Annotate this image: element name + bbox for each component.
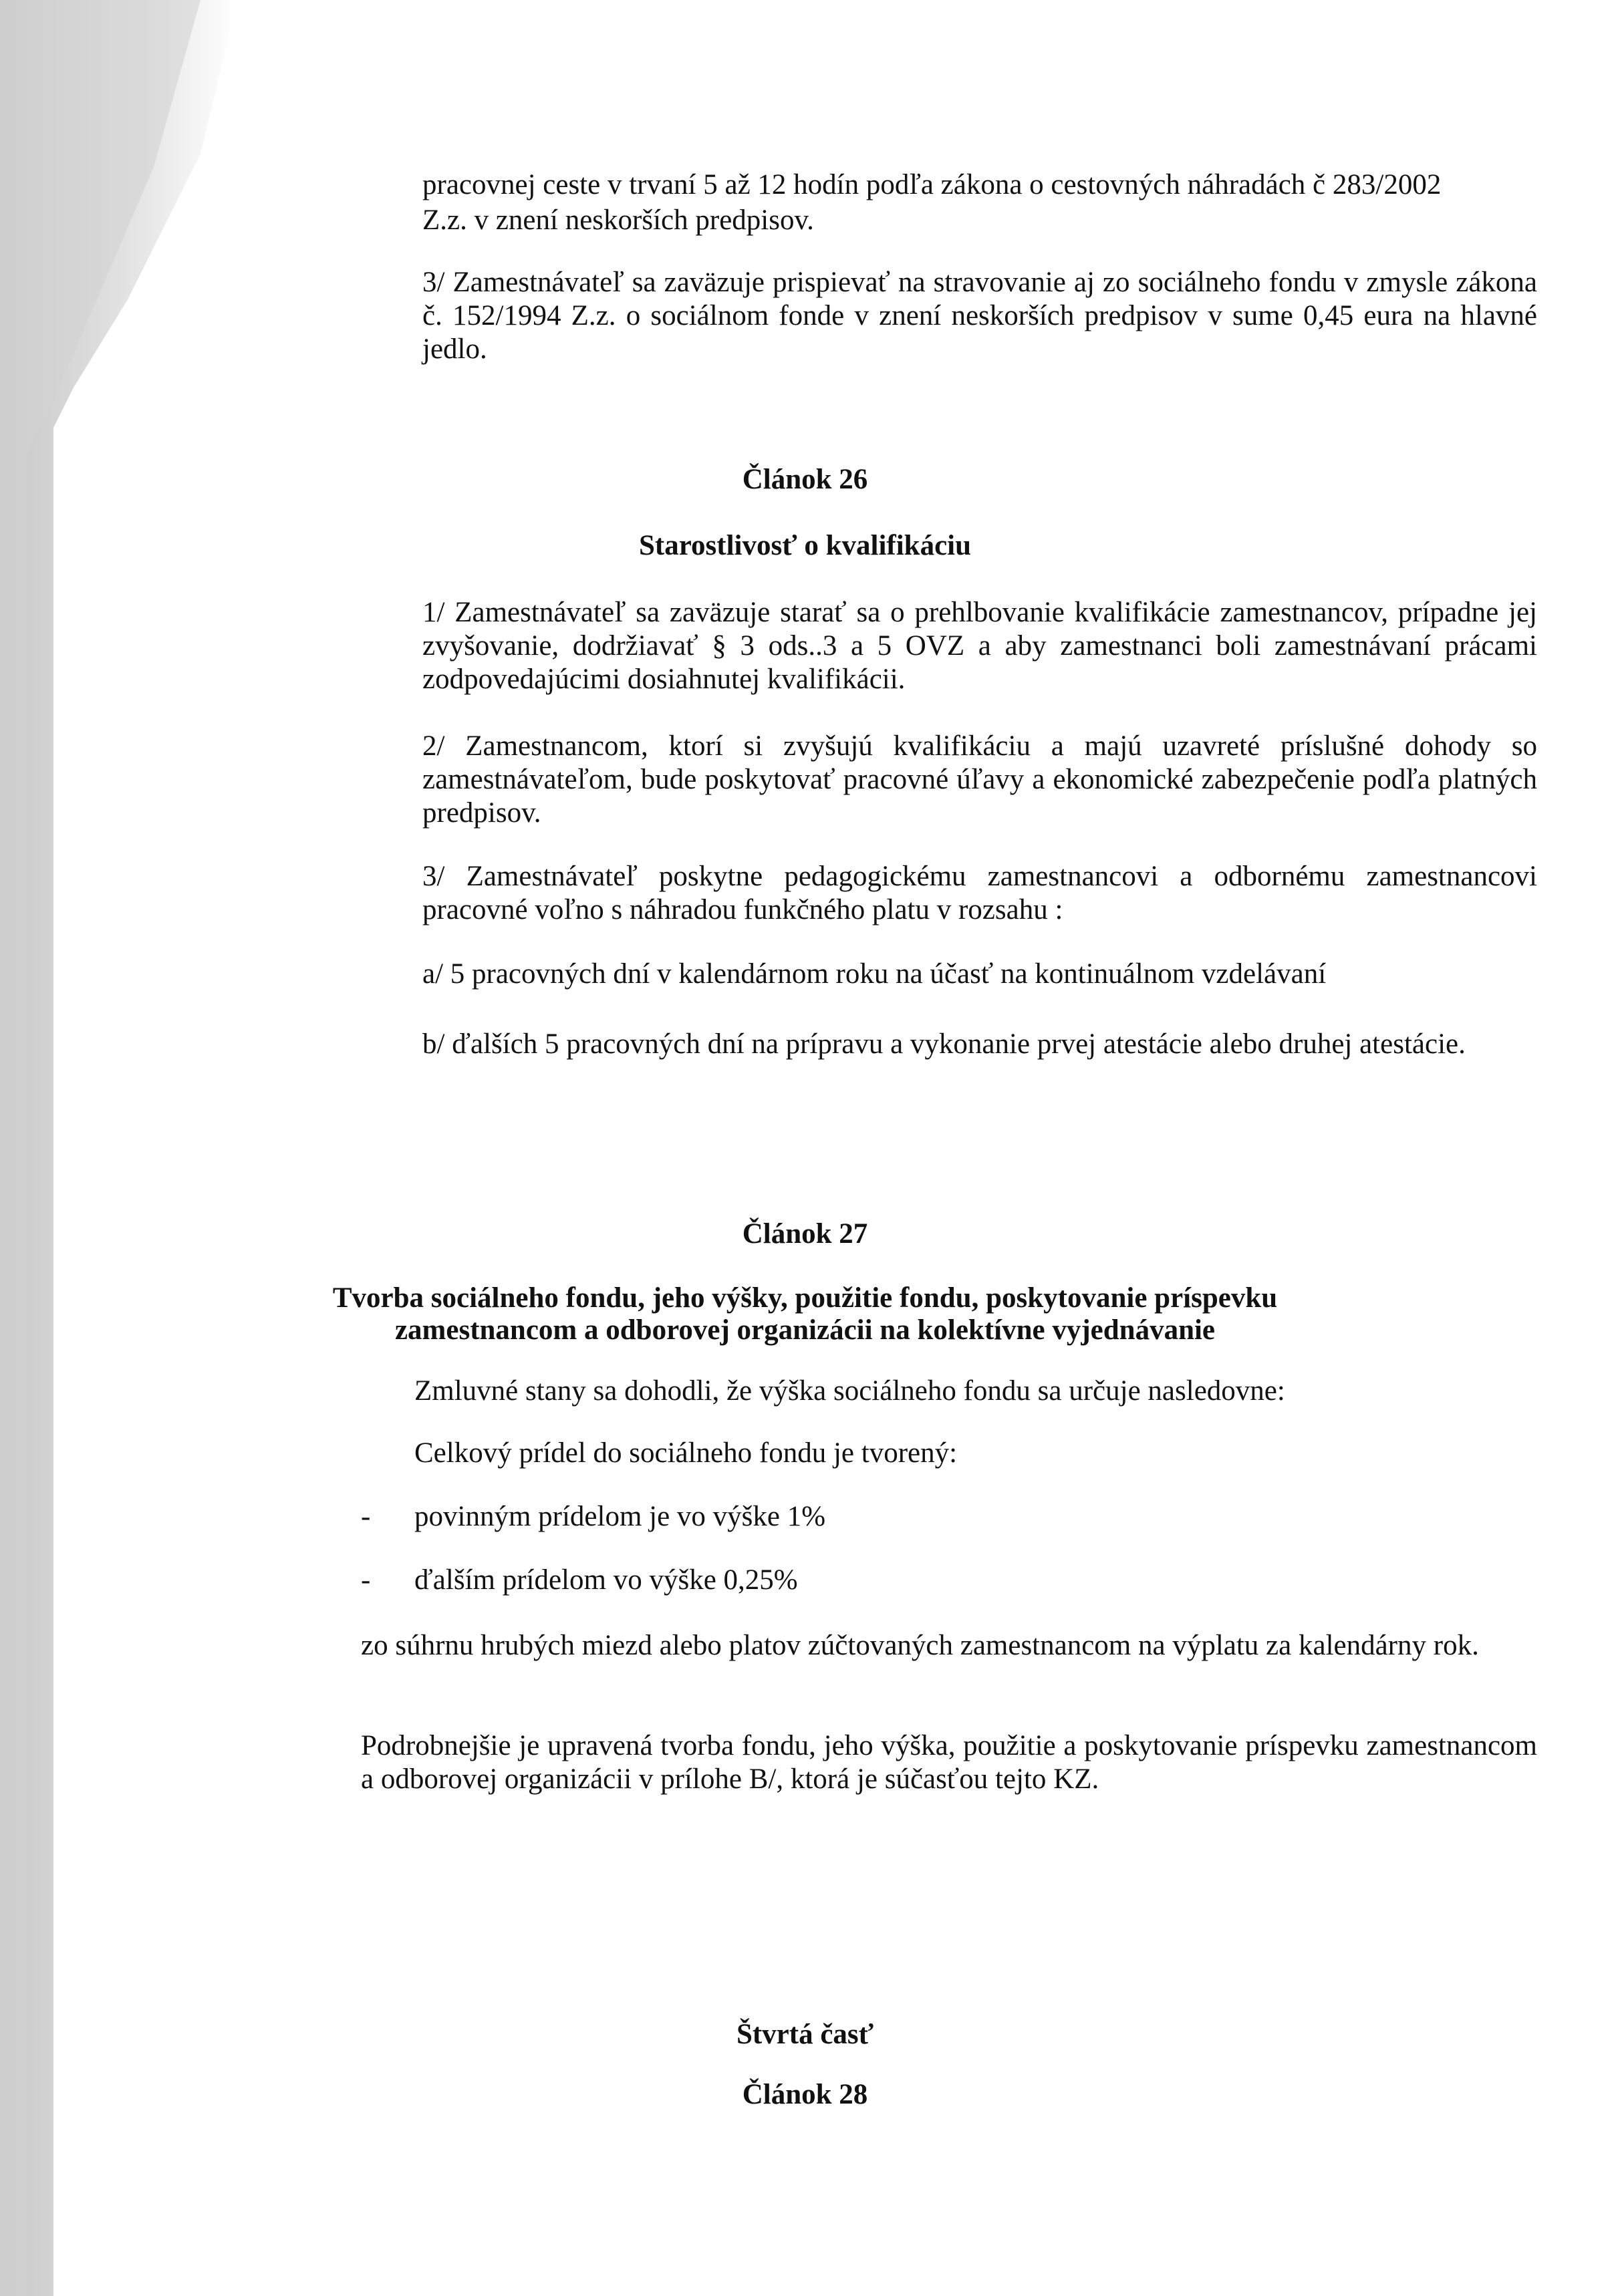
part-4-heading: Štvrtá časť	[736, 2019, 874, 2050]
article-26-paragraph-2: 2/ Zamestnancom, ktorí si zvyšujú kvalifikáciu a majú uzavreté príslušné dohody so zamestnávateľom, bude poskytovať pracovné úľavy a ekonomické zabezpečenie podľa platných predpisov.	[422, 730, 1537, 829]
article-27-paragraph-3: zo súhrnu hrubých miezd alebo platov zúčtovaných zamestnancom na výplatu za kalendárny rok.	[361, 1630, 1479, 1661]
intro-line-2: Z.z. v znení neskorších predpisov.	[422, 204, 814, 236]
bullet-dash-1: -	[361, 1501, 371, 1532]
article-27-subheading-line-2: zamestnancom a odborovej organizácii na kolektívne vyjednávanie	[394, 1314, 1216, 1346]
article-26-item-a: a/ 5 pracovných dní v kalendárnom roku na účasť na kontinuálnom vzdelávaní	[422, 958, 1327, 990]
article-26-item-b: b/ ďalších 5 pracovných dní na prípravu a vykonanie prvej atestácie alebo druhej atestácie.	[422, 1028, 1466, 1060]
article-27-paragraph-1: Zmluvné stany sa dohodli, že výška sociálneho fondu sa určuje nasledovne:	[414, 1375, 1285, 1407]
article-27-paragraph-2: Celkový prídel do sociálneho fondu je tvorený:	[414, 1437, 958, 1469]
article-28-heading: Článok 28	[742, 2079, 868, 2110]
article-27-subheading-line-1: Tvorba sociálneho fondu, jeho výšky, použitie fondu, poskytovanie príspevku	[332, 1282, 1278, 1314]
article-26-heading: Článok 26	[742, 464, 868, 495]
article-26-subheading: Starostlivosť o kvalifikáciu	[638, 530, 972, 561]
article-26-paragraph-3: 3/ Zamestnávateľ poskytne pedagogickému zamestnancovi a odbornému zamestnancovi pracovné voľno s náhradou funkčného platu v rozsahu :	[422, 861, 1537, 925]
article-27-bullet-2: ďalším prídelom vo výške 0,25%	[414, 1564, 798, 1596]
article-27-bullet-1: povinným prídelom je vo výške 1%	[414, 1501, 826, 1532]
article-27-heading: Článok 27	[742, 1218, 868, 1250]
intro-line-1: pracovnej ceste v trvaní 5 až 12 hodín podľa zákona o cestovných náhradách č 283/2002	[422, 169, 1442, 200]
article-26-paragraph-1: 1/ Zamestnávateľ sa zaväzuje starať sa o prehlbovanie kvalifikácie zamestnancov, prípadne jej zvyšovanie, dodržiavať § 3 ods..3 a 5 OVZ a aby zamestnanci boli zamestnávaní prácami zodpovedajúcimi dosiahnutej kvalifikácii.	[422, 597, 1537, 695]
article-27-paragraph-4: Podrobnejšie je upravená tvorba fondu, jeho výška, použitie a poskytovanie príspevku zamestnancom a odborovej organizácii v prílohe B/, ktorá je súčasťou tejto KZ.	[361, 1730, 1537, 1795]
paragraph-3-meals: 3/ Zamestnávateľ sa zaväzuje prispievať na stravovanie aj zo sociálneho fondu v zmysle zákona č. 152/1994 Z.z. o sociálnom fonde v znení neskorších predpisov v sume 0,45 eura na hlavné jedlo.	[422, 267, 1537, 365]
bullet-dash-2: -	[361, 1564, 371, 1596]
